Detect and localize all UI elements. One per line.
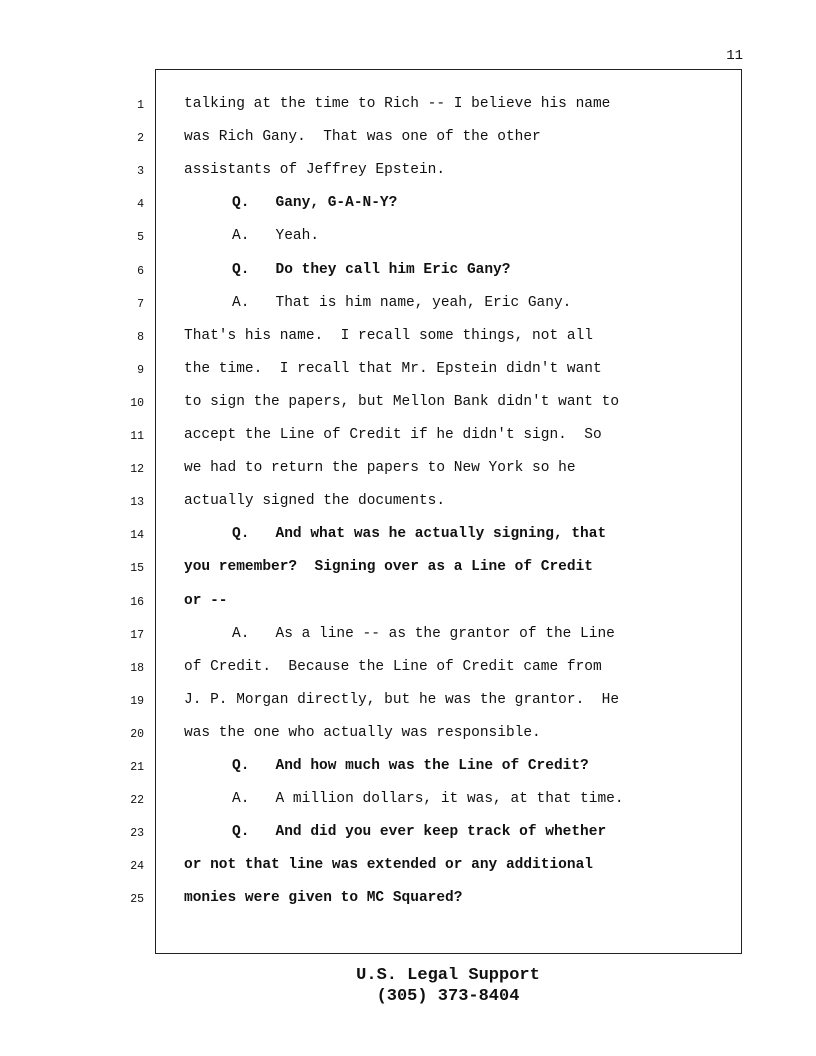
transcript-line xyxy=(0,758,660,778)
line-number: 9 xyxy=(137,363,144,377)
line-number: 12 xyxy=(130,463,144,477)
line-number: 21 xyxy=(130,761,144,774)
line-number: 13 xyxy=(130,496,144,510)
line-number: 2 xyxy=(137,132,144,146)
line-number: 20 xyxy=(130,727,144,741)
line-text: was Rich Gany. That was one of the other xyxy=(184,129,541,146)
line-text: the time. I recall that Mr. Epstein didn't want xyxy=(184,360,602,377)
line-number: 16 xyxy=(130,595,144,609)
transcript-line xyxy=(0,692,660,712)
transcript-line xyxy=(0,162,660,182)
line-text: you remember? Signing over as a Line of Credit xyxy=(184,559,593,576)
transcript-line xyxy=(0,262,660,282)
page-number: 11 xyxy=(726,48,743,64)
footer xyxy=(0,965,816,1007)
line-text: A. A million dollars, it was, at that time. xyxy=(232,791,624,808)
line-text: actually signed the documents. xyxy=(184,493,446,510)
line-text: talking at the time to Rich -- I believe his name xyxy=(184,96,611,112)
line-number: 7 xyxy=(137,297,144,311)
transcript-line xyxy=(0,228,660,248)
transcript-line xyxy=(0,593,660,613)
line-text: J. P. Morgan directly, but he was the grantor. He xyxy=(184,691,620,708)
line-number: 6 xyxy=(137,264,144,278)
line-number: 18 xyxy=(130,661,144,675)
line-text: accept the Line of Credit if he didn't sign. So xyxy=(184,427,602,443)
transcript-line xyxy=(0,559,660,579)
footer-company: U.S. Legal Support xyxy=(356,966,540,985)
line-number: 4 xyxy=(137,198,144,212)
line-text: or not that line was extended or any additional xyxy=(184,857,593,874)
line-text: A. Yeah. xyxy=(232,228,320,245)
line-text: A. As a line -- as the grantor of the Line xyxy=(232,625,615,642)
transcript-line xyxy=(0,493,660,513)
line-text: Q. And what was he actually signing, that xyxy=(232,526,607,543)
transcript-line xyxy=(0,857,660,877)
line-number: 15 xyxy=(130,562,144,576)
line-text: or -- xyxy=(184,592,228,609)
transcript-line xyxy=(0,659,660,679)
line-text: Q. And did you ever keep track of whether xyxy=(232,824,607,841)
transcript-line xyxy=(0,394,660,414)
transcript-line xyxy=(0,626,660,646)
line-text: Q. And how much was the Line of Credit? xyxy=(232,758,589,774)
line-number: 10 xyxy=(130,396,144,410)
line-text: That's his name. I recall some things, not all xyxy=(184,327,593,344)
line-text: monies were given to MC Squared? xyxy=(184,890,463,907)
transcript-line xyxy=(0,96,660,116)
transcript-line xyxy=(0,460,660,480)
line-number: 3 xyxy=(137,165,144,179)
line-text: was the one who actually was responsible. xyxy=(184,724,541,741)
transcript-line xyxy=(0,824,660,844)
line-number: 1 xyxy=(137,99,144,112)
line-text: to sign the papers, but Mellon Bank didn't want to xyxy=(184,393,620,410)
line-number: 8 xyxy=(137,330,144,344)
transcript-line xyxy=(0,890,660,910)
line-text: assistants of Jeffrey Epstein. xyxy=(184,162,446,179)
transcript-line xyxy=(0,328,660,348)
transcript-line xyxy=(0,295,660,315)
line-text: Q. Do they call him Eric Gany? xyxy=(232,261,511,278)
transcript-line xyxy=(0,129,660,149)
footer-phone: (305) 373-8404 xyxy=(376,987,520,1006)
transcript-line xyxy=(0,427,660,447)
line-number: 5 xyxy=(137,231,144,245)
transcript-line xyxy=(0,195,660,215)
transcript-line xyxy=(0,526,660,546)
line-number: 11 xyxy=(130,430,144,443)
line-text: of Credit. Because the Line of Credit came from xyxy=(184,658,602,675)
transcript-line xyxy=(0,725,660,745)
line-text: we had to return the papers to New York so he xyxy=(184,460,576,477)
line-number: 14 xyxy=(130,529,144,543)
transcript-line xyxy=(0,791,660,811)
line-number: 23 xyxy=(130,827,144,841)
line-text: Q. Gany, G-A-N-Y? xyxy=(232,195,398,212)
transcript-line xyxy=(0,361,660,381)
line-text: A. That is him name, yeah, Eric Gany. xyxy=(232,294,572,311)
line-number: 19 xyxy=(130,694,144,708)
line-number: 22 xyxy=(130,794,144,808)
line-number: 25 xyxy=(130,893,144,907)
line-number: 24 xyxy=(130,860,144,874)
line-number: 17 xyxy=(130,628,144,642)
